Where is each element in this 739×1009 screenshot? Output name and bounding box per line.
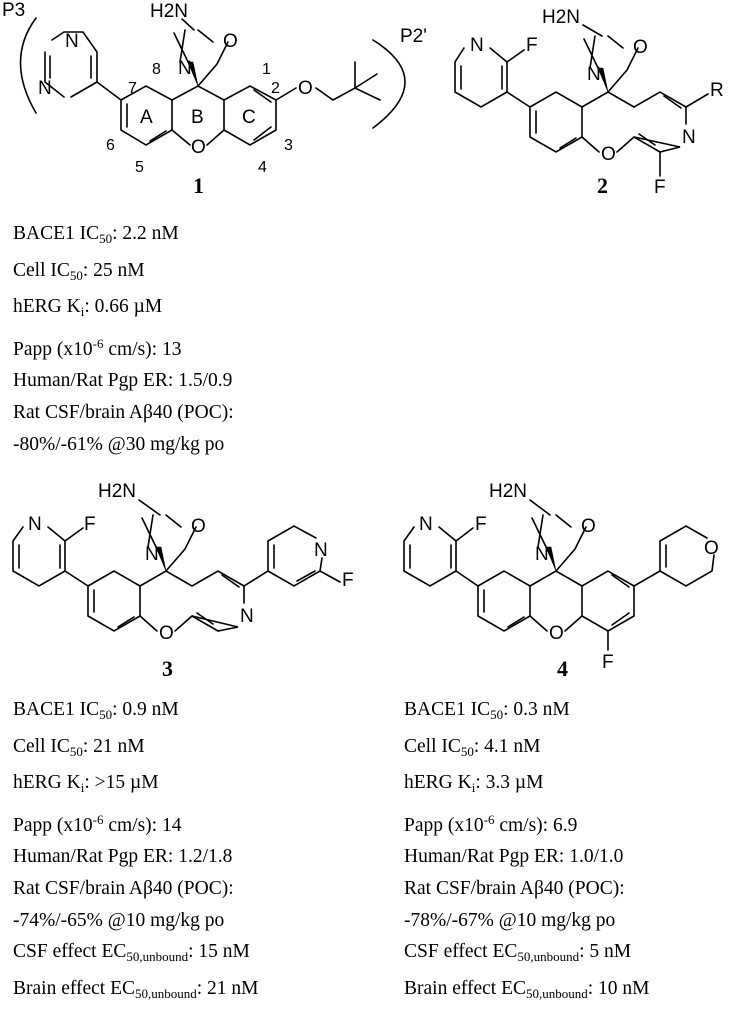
property-row xyxy=(13,841,259,873)
ether-oxygen: O xyxy=(298,78,313,99)
property-label: Papp (x10 xyxy=(13,338,93,360)
compound-number-2: 2 xyxy=(597,173,608,198)
pyridine-f-left-3: F xyxy=(84,514,96,535)
compound-2-structure xyxy=(455,7,724,198)
property-row xyxy=(13,804,259,842)
property-label: Papp (x10 xyxy=(404,814,484,836)
compound-1-structure xyxy=(2,0,427,198)
property-label: -78%/-67% @10 mg/kg po xyxy=(404,909,616,931)
property-value: : 5 nM xyxy=(579,941,632,963)
property-value: cm/s): 6.9 xyxy=(494,814,578,836)
ring-label-c: C xyxy=(242,107,256,128)
property-subscript: i xyxy=(80,304,85,320)
property-row xyxy=(13,365,234,397)
property-subscript: 50 xyxy=(490,707,504,722)
r-group-2: R xyxy=(710,80,724,101)
property-label: BACE1 IC xyxy=(404,699,491,720)
property-label: Rat CSF/brain Aβ40 (POC): xyxy=(13,401,234,423)
property-label: BACE1 IC xyxy=(13,223,100,244)
xanthene-oxygen-2: O xyxy=(601,144,616,165)
property-row xyxy=(404,936,650,973)
property-value: : 15 nM xyxy=(188,941,250,963)
property-value: : 0.9 nM xyxy=(112,699,179,720)
property-subscript: 50 xyxy=(99,707,113,722)
pyridine-n-right-3: N xyxy=(314,540,328,561)
property-value: : 10 nM xyxy=(587,977,650,999)
property-label: Brain effect EC xyxy=(404,977,527,999)
atom-number-6: 6 xyxy=(106,137,115,154)
p3-region-arc xyxy=(21,18,37,113)
property-row xyxy=(13,694,259,731)
p2-prime-region-label: P2' xyxy=(400,26,427,47)
property-label: hERG K xyxy=(13,772,81,794)
property-row xyxy=(404,804,650,842)
pyridine-core-n-3: N xyxy=(240,606,254,627)
compound-4-properties xyxy=(404,694,650,1009)
amine-label-4: H2N xyxy=(489,481,528,502)
p3-region-label: P3 xyxy=(2,0,26,21)
amine-label-2: H2N xyxy=(542,7,581,28)
property-label: Cell IC xyxy=(404,735,461,757)
property-value: cm/s): 13 xyxy=(103,338,182,360)
property-label: hERG K xyxy=(13,296,81,318)
property-subscript: 50 xyxy=(69,267,83,283)
pyridine-f-right-3: F xyxy=(342,570,354,591)
compound-3-properties xyxy=(13,694,259,1009)
property-row xyxy=(13,328,234,366)
compound-number-3: 3 xyxy=(162,656,173,681)
property-subscript: 50,unbound xyxy=(526,985,588,1001)
property-row xyxy=(13,397,234,429)
compound-4-structure xyxy=(404,481,719,681)
pyrimidine-n-top: N xyxy=(65,31,79,52)
property-label: CSF effect EC xyxy=(404,941,518,963)
property-value: : 25 nM xyxy=(82,259,145,281)
property-value: : 0.3 nM xyxy=(503,699,570,720)
pyridine-f-2: F xyxy=(526,35,538,56)
property-row xyxy=(404,841,650,873)
property-label: Human/Rat Pgp ER: 1.0/1.0 xyxy=(404,846,624,868)
property-row xyxy=(13,291,234,328)
property-row xyxy=(13,905,259,937)
atom-number-5: 5 xyxy=(135,159,144,176)
pyran-oxygen-4: O xyxy=(704,538,719,559)
property-row xyxy=(13,767,259,804)
compound-3-structure xyxy=(13,481,354,681)
atom-number-7: 7 xyxy=(128,80,137,97)
xanthene-oxygen-4: O xyxy=(549,623,564,644)
pyridine-n-left-4: N xyxy=(419,514,433,535)
atom-number-2: 2 xyxy=(271,80,280,97)
property-subscript: i xyxy=(471,780,476,796)
atom-number-4: 4 xyxy=(258,159,267,176)
xanthene-oxygen-3: O xyxy=(159,623,174,644)
property-label: Human/Rat Pgp ER: 1.2/1.8 xyxy=(13,846,233,868)
pyridine-f-left-4: F xyxy=(475,514,487,535)
property-label: Cell IC xyxy=(13,735,70,757)
property-value: : 21 nM xyxy=(82,735,145,757)
atom-number-1: 1 xyxy=(262,61,271,78)
property-superscript: -6 xyxy=(92,811,104,827)
property-label: Rat CSF/brain Aβ40 (POC): xyxy=(13,877,234,899)
property-row xyxy=(13,218,234,255)
property-subscript: 50,unbound xyxy=(126,949,189,965)
property-row xyxy=(13,255,234,292)
property-superscript: -6 xyxy=(92,335,104,351)
fluoropyridine-ring-2 xyxy=(455,48,507,107)
amine-label-3: H2N xyxy=(98,481,137,502)
oxazoline-n: N xyxy=(178,58,192,79)
oxazoline-n-2: N xyxy=(587,64,601,85)
pyridine-core-n-2: N xyxy=(682,127,696,148)
amine-label: H2N xyxy=(150,1,189,22)
property-value: cm/s): 14 xyxy=(103,814,182,836)
pyrimidine-n-bottom: N xyxy=(38,78,52,99)
property-row xyxy=(13,936,259,973)
property-label: BACE1 IC xyxy=(13,699,100,720)
property-row xyxy=(404,873,650,905)
ring-label-b: B xyxy=(191,107,204,128)
property-label: Rat CSF/brain Aβ40 (POC): xyxy=(404,877,625,899)
property-label: Brain effect EC xyxy=(13,977,136,999)
xanthene-oxygen: O xyxy=(191,137,206,158)
property-superscript: -6 xyxy=(483,811,495,827)
ring-label-a: A xyxy=(140,107,153,128)
pyridine-core-f-2: F xyxy=(654,177,666,198)
pyridine-n-2: N xyxy=(470,35,484,56)
compound-1-properties xyxy=(13,218,234,460)
p2-prime-region-arc xyxy=(373,40,405,128)
property-subscript: 50 xyxy=(69,743,83,759)
property-subscript: 50 xyxy=(460,743,474,759)
property-row xyxy=(13,731,259,768)
property-value: : 3.3 µM xyxy=(475,772,544,794)
oxazoline-n-4: N xyxy=(535,544,549,565)
property-row xyxy=(404,694,650,731)
pyridine-n-left-3: N xyxy=(28,514,42,535)
compound-number-4: 4 xyxy=(557,656,568,681)
property-value: : 2.2 nM xyxy=(112,223,179,244)
atom-number-8: 8 xyxy=(152,61,161,78)
property-value: : >15 µM xyxy=(84,772,159,794)
property-value: : 21 nM xyxy=(196,977,259,999)
core-fluorine-4: F xyxy=(602,652,614,673)
property-label: -74%/-65% @10 mg/kg po xyxy=(13,909,225,931)
property-row xyxy=(404,731,650,768)
property-value: : 0.66 µM xyxy=(84,296,163,318)
atom-number-3: 3 xyxy=(284,137,293,154)
oxazoline-n-3: N xyxy=(145,544,159,565)
oxazoline-o: O xyxy=(223,31,238,52)
property-subscript: i xyxy=(80,780,85,796)
property-label: Human/Rat Pgp ER: 1.5/0.9 xyxy=(13,370,233,392)
property-subscript: 50,unbound xyxy=(135,985,197,1001)
property-label: Cell IC xyxy=(13,259,70,281)
property-row xyxy=(13,873,259,905)
property-label: -80%/-61% @30 mg/kg po xyxy=(13,433,225,455)
property-subscript: 50 xyxy=(99,231,113,246)
property-subscript: 50,unbound xyxy=(517,949,580,965)
oxazoline-o-3: O xyxy=(191,516,206,537)
property-row xyxy=(404,905,650,937)
property-label: CSF effect EC xyxy=(13,941,127,963)
compound-number-1: 1 xyxy=(193,173,204,198)
property-label: hERG K xyxy=(404,772,472,794)
oxazoline-o-4: O xyxy=(581,516,596,537)
property-row xyxy=(13,973,259,1009)
property-value: : 4.1 nM xyxy=(473,735,541,757)
property-row xyxy=(404,973,650,1009)
property-row xyxy=(404,767,650,804)
property-row xyxy=(13,429,234,461)
oxazoline-o-2: O xyxy=(633,37,648,58)
property-label: Papp (x10 xyxy=(13,814,93,836)
